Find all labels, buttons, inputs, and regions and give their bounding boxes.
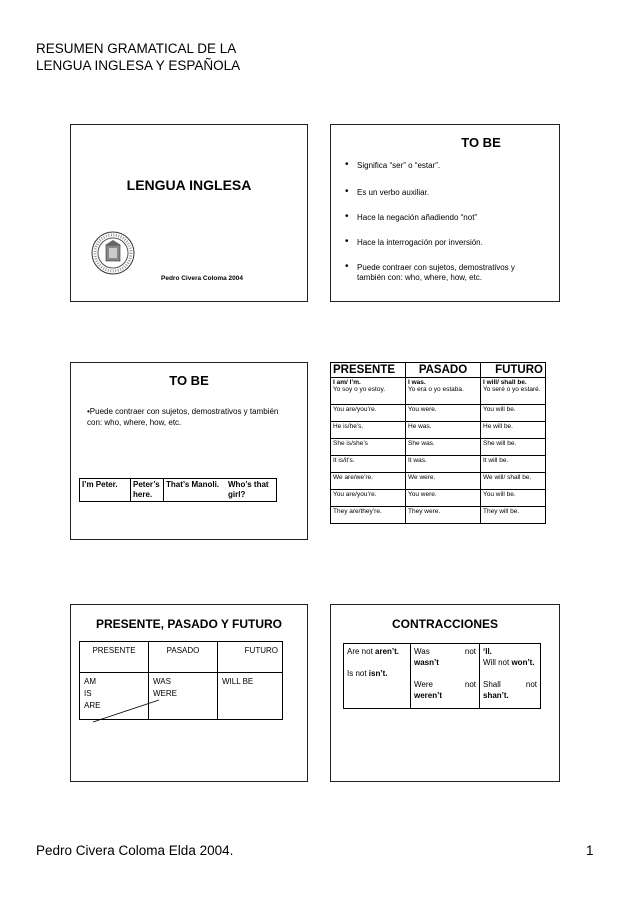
slide-title: TO BE xyxy=(169,373,209,388)
table-cell: You are/you’re. xyxy=(331,405,406,422)
bullet-icon: • xyxy=(345,186,349,197)
table-cell: Peter’s here. xyxy=(131,479,164,502)
slide-lengua-inglesa xyxy=(70,124,308,302)
column-header: PASADO xyxy=(406,363,481,378)
bullet-item: • Hace la negación añadiendo “not” xyxy=(345,211,478,222)
table-cell: He will be. xyxy=(481,422,546,439)
bullet-item: • Hace la interrogación por inversión. xyxy=(345,236,483,247)
table-row xyxy=(331,422,546,439)
slide-text: •Puede contraer con sujetos, demostrativos y también con: who, where, how, etc. xyxy=(87,407,279,427)
slide-title: LENGUA INGLESA xyxy=(126,177,252,193)
bullet-item: • Puede contraer con sujetos, demostrativos y también con: who, where, how, etc. xyxy=(345,261,515,282)
slide-title: CONTRACCIONES xyxy=(391,617,498,631)
slide-contracciones xyxy=(330,604,560,782)
table-row xyxy=(331,439,546,456)
table-cell: You were. xyxy=(406,490,481,507)
slide-presente-pasado-futuro xyxy=(70,604,308,782)
column-header: FUTURO xyxy=(218,642,283,673)
conjugation-table xyxy=(330,362,546,524)
bullet-icon: • xyxy=(345,159,349,170)
table-cell: She is/she’s xyxy=(331,439,406,456)
header-line-1: RESUMEN GRAMATICAL DE LA xyxy=(36,41,237,56)
table-cell: They will be. xyxy=(481,507,546,524)
page-number: 1 xyxy=(586,843,594,858)
bullet-item: • Es un verbo auxiliar. xyxy=(345,186,430,197)
bullet-icon: • xyxy=(345,261,349,272)
document-header xyxy=(36,40,240,74)
table-cell: He was. xyxy=(406,422,481,439)
table-row xyxy=(331,378,546,405)
column-header: PASADO xyxy=(149,642,218,673)
table-cell: You were. xyxy=(406,405,481,422)
column-header: PRESENTE xyxy=(331,363,406,378)
table-cell: They were. xyxy=(406,507,481,524)
future-cell: WILL BE xyxy=(218,673,283,720)
table-cell: They are/they’re. xyxy=(331,507,406,524)
document-footer: Pedro Civera Coloma Elda 2004. xyxy=(36,843,234,858)
bullet-icon: • xyxy=(345,211,349,222)
table-cell: You will be. xyxy=(481,405,546,422)
table-row xyxy=(331,405,546,422)
column-header: FUTURO xyxy=(481,363,546,378)
table-cell: I was. Yo era o yo estaba. xyxy=(406,378,481,405)
university-seal-icon xyxy=(91,231,135,275)
table-cell: You will be. xyxy=(481,490,546,507)
contractions-table xyxy=(343,643,541,709)
table-row xyxy=(331,507,546,524)
bullet-item: • Significa “ser” o “estar”. xyxy=(345,159,441,170)
table-cell: It is/it’s. xyxy=(331,456,406,473)
slide-to-be-list xyxy=(330,124,560,302)
table-cell: She was. xyxy=(406,439,481,456)
column-header: PRESENTE xyxy=(80,642,149,673)
table-cell: That’s Manoli. xyxy=(164,479,227,502)
table-cell: Are not aren’t. Is not isn’t. xyxy=(344,644,411,709)
table-cell: It was. xyxy=(406,456,481,473)
table-row xyxy=(331,473,546,490)
table-cell: We will/ shall be. xyxy=(481,473,546,490)
table-cell: I will/ shall be. Yo seré o yo estaré. xyxy=(481,378,546,405)
table-cell: Was not wasn’t Were not weren’t xyxy=(411,644,480,709)
bullet-icon: • xyxy=(345,236,349,247)
past-cell: WAS WERE xyxy=(149,673,218,720)
connector-line xyxy=(91,695,161,725)
table-cell: We are/we’re. xyxy=(331,473,406,490)
table-row xyxy=(331,456,546,473)
table-cell: Who’s that girl? xyxy=(226,479,277,502)
table-cell: I am/ I’m. Yo soy o yo estoy. xyxy=(331,378,406,405)
table-cell: He is/he’s. xyxy=(331,422,406,439)
table-row xyxy=(331,490,546,507)
header-line-2: LENGUA INGLESA Y ESPAÑOLA xyxy=(36,58,241,73)
examples-table xyxy=(79,478,277,502)
table-cell: It will be. xyxy=(481,456,546,473)
table-cell: I’m Peter. xyxy=(80,479,131,502)
slide-to-be-examples xyxy=(70,362,308,540)
slide-author: Pedro Civera Coloma 2004 xyxy=(161,275,244,282)
table-cell: We were. xyxy=(406,473,481,490)
table-cell: You are/you’re. xyxy=(331,490,406,507)
table-cell: She will be. xyxy=(481,439,546,456)
slide-title: PRESENTE, PASADO Y FUTURO xyxy=(95,617,283,631)
slide-conjugation-table xyxy=(330,362,560,540)
table-cell: ‘ll. Will not won’t. Shall not shan’t. xyxy=(480,644,541,709)
present-cell: AM IS ARE xyxy=(80,673,149,720)
slide-title: TO BE xyxy=(461,135,501,150)
